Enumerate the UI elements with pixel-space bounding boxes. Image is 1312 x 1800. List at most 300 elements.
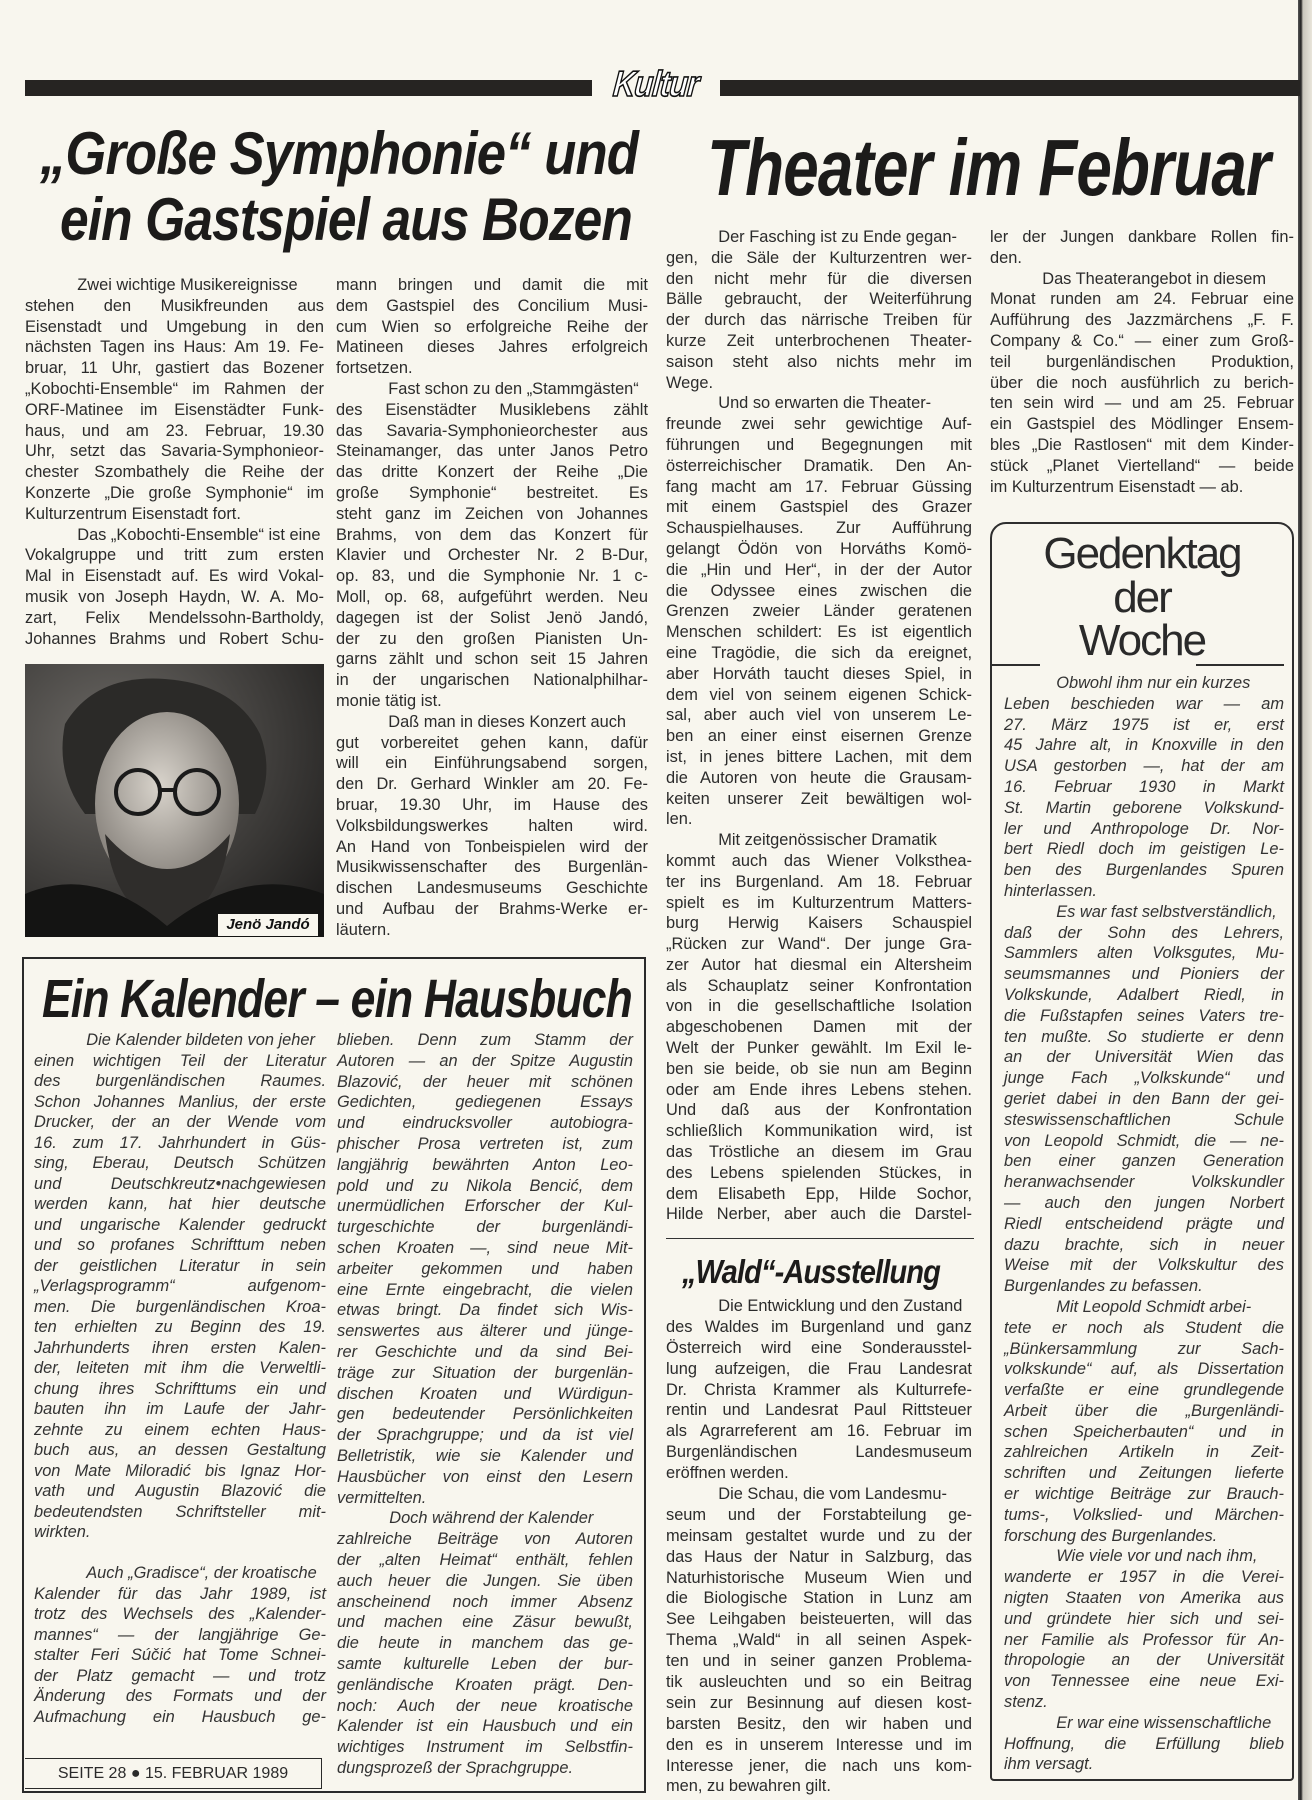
text-line bbox=[34, 1297, 326, 1318]
text-line bbox=[666, 1651, 972, 1672]
text-line-content: Gedichten, gediegenen Essays bbox=[337, 1093, 633, 1112]
text-line bbox=[336, 733, 648, 754]
text-line bbox=[337, 1758, 633, 1779]
text-line bbox=[25, 608, 324, 629]
article-theater-column-2 bbox=[990, 227, 1294, 497]
text-line bbox=[336, 441, 648, 462]
text-line-content: die heute in manchem das ge- bbox=[337, 1634, 633, 1653]
text-line bbox=[337, 1113, 633, 1134]
text-line-content: dem Gastspiel des Concilium Musi- bbox=[336, 296, 648, 315]
text-line bbox=[990, 310, 1294, 331]
text-line bbox=[336, 379, 648, 400]
text-line-content: des Lebens spielenden Stückes, in bbox=[666, 1163, 972, 1182]
text-line bbox=[337, 1134, 633, 1155]
text-line-content: österreichischer Dramatik. Den An- bbox=[666, 456, 972, 475]
text-line bbox=[666, 1380, 972, 1401]
text-line bbox=[336, 296, 648, 317]
text-line-content: Die Schau, die vom Landesmu- bbox=[718, 1485, 948, 1504]
text-line-content: Leben beschieden war — am bbox=[1004, 694, 1284, 713]
text-line bbox=[336, 816, 648, 837]
text-line-content: zer Autor hat diesmal ein Altersheim bbox=[666, 955, 972, 974]
text-line-content: wirkten. bbox=[34, 1523, 91, 1541]
text-line-content: führungen und Begegnungen mit bbox=[666, 435, 972, 454]
text-line-content: und machen eine Zäsur bewußt, bbox=[337, 1613, 633, 1632]
text-line bbox=[1004, 902, 1284, 923]
text-line bbox=[336, 712, 648, 733]
text-line-content: eine Ernte eingebracht, die vielen bbox=[337, 1280, 633, 1299]
article-symphonie-column-2 bbox=[336, 275, 648, 941]
text-line-content: rentin und Landesrat Paul Rittsteuer bbox=[666, 1401, 972, 1420]
text-line bbox=[336, 608, 648, 629]
text-line-content: Zwei wichtige Musikereignisse bbox=[77, 276, 298, 294]
text-line-content: pold und zu Nikola Bencić, dem bbox=[337, 1176, 633, 1195]
text-line bbox=[666, 248, 972, 269]
text-line-content: daß der Sohn des Lehrers, bbox=[1004, 923, 1284, 942]
text-line bbox=[34, 1604, 326, 1625]
text-line-content: kurze Zeit unterbrochenen Theater- bbox=[666, 331, 972, 350]
text-line bbox=[337, 1654, 633, 1675]
text-line bbox=[1004, 1255, 1284, 1276]
text-line bbox=[337, 1404, 633, 1425]
gedenktag-rule-right bbox=[1196, 664, 1284, 666]
gedenktag-title-line1: Gedenktag bbox=[1043, 529, 1241, 578]
text-line bbox=[666, 726, 972, 747]
text-line-content: Hausbücher von einst den Lesern bbox=[337, 1467, 633, 1486]
text-line-content: turgeschichte der burgenländi- bbox=[337, 1218, 633, 1237]
text-line bbox=[1004, 860, 1284, 881]
text-line-content: garns zählt und schon seit 15 Jahren bbox=[336, 650, 648, 669]
text-line bbox=[337, 1446, 633, 1467]
text-line-content: schriften und Zeitungen lieferte bbox=[1004, 1464, 1284, 1483]
text-line bbox=[666, 269, 972, 290]
text-line-content: den Dr. Gerhard Winkler am 20. Fe- bbox=[336, 775, 648, 794]
text-line bbox=[336, 504, 648, 525]
text-line bbox=[666, 1204, 972, 1225]
column-divider bbox=[666, 1238, 974, 1239]
section-logo-text: Kultur bbox=[611, 63, 701, 104]
text-line-content: mann bringen und damit die mit bbox=[336, 276, 648, 294]
text-line bbox=[337, 1072, 633, 1093]
text-line-content: von Mate Miloradić bis Ignaz Hor- bbox=[34, 1461, 326, 1480]
text-line-content: seumsmannes und Pioniers der bbox=[1004, 965, 1284, 984]
text-line-content: und eindrucksvoller autobiogra- bbox=[337, 1114, 633, 1133]
text-line-content: teil burgenländischen Produktion, bbox=[990, 352, 1294, 371]
text-line-content: Welt der Punker gewählt. Im Exil le- bbox=[666, 1039, 972, 1058]
text-line-content: Fast schon zu den „Stammgästen“ bbox=[388, 379, 639, 398]
text-line-content: bert Riedl doch im geistigen Le- bbox=[1004, 840, 1284, 859]
text-line-content: Kalender ist ein Hausbuch und ein bbox=[337, 1717, 633, 1736]
text-line-content: den es in unserem Interesse und im bbox=[666, 1735, 972, 1754]
text-line-content: keiten unserer Zeit bewältigen wol- bbox=[666, 789, 972, 808]
text-line bbox=[34, 1071, 326, 1092]
text-line bbox=[34, 1379, 326, 1400]
text-line-content: als Schauplatz seiner Konfrontation bbox=[666, 976, 972, 995]
text-line bbox=[1004, 985, 1284, 1006]
text-line bbox=[25, 275, 324, 296]
text-line bbox=[1004, 1110, 1284, 1131]
text-line-content: Weise mit der Volkskultur des bbox=[1004, 1256, 1284, 1275]
text-line bbox=[34, 1686, 326, 1707]
text-line-content: stenz. bbox=[1004, 1693, 1048, 1712]
page-number: SEITE 28 bbox=[57, 1765, 127, 1782]
headline-symphonie-line1: „Große Symphonie“ und bbox=[40, 120, 638, 187]
text-line bbox=[25, 483, 324, 504]
text-line-content: ben an einer einst eisernen Grenze bbox=[666, 727, 972, 746]
text-line bbox=[336, 545, 648, 566]
text-line-content: den nicht mehr für die diversen bbox=[666, 269, 972, 288]
text-line-content: träge zur Situation der burgenlän- bbox=[337, 1363, 633, 1382]
text-line bbox=[666, 768, 972, 789]
text-line-content: und gründete hier sich und sei- bbox=[1004, 1609, 1284, 1628]
text-line bbox=[666, 497, 972, 518]
text-line bbox=[990, 227, 1294, 248]
text-line bbox=[666, 1421, 972, 1442]
portrait-image bbox=[25, 664, 324, 937]
text-line-content: ORF-Matinee im Eisenstädter Funk- bbox=[25, 400, 324, 419]
text-line-content: einen wichtigen Teil der Literatur bbox=[34, 1051, 326, 1070]
text-line-content: die Autoren von heute die Grausam- bbox=[666, 768, 972, 787]
text-line-content: op. 83, und die Symphonie Nr. 1 c- bbox=[336, 567, 648, 586]
text-line bbox=[34, 1092, 326, 1113]
gedenktag-rule-left bbox=[992, 664, 1040, 666]
text-line bbox=[34, 1215, 326, 1236]
headline-theater: Theater im Februar bbox=[707, 123, 1270, 212]
text-line bbox=[1004, 1276, 1284, 1297]
text-line-content: „Rücken zur Wand“. Der junge Gra- bbox=[666, 935, 972, 954]
text-line-content: wanderte er 1957 in die Verei- bbox=[1004, 1568, 1284, 1587]
text-line-content: — auch den jungen Norbert bbox=[1004, 1193, 1284, 1212]
text-line-content: bruar, 19.30 Uhr, im Hause des bbox=[336, 795, 648, 814]
text-line bbox=[25, 545, 324, 566]
text-line bbox=[666, 456, 972, 477]
text-line bbox=[336, 317, 648, 338]
text-line bbox=[1004, 1422, 1284, 1443]
text-line-content: ner Familie als Professor für An- bbox=[1004, 1630, 1284, 1649]
text-line-content: sing, Eberau, Deutsch Schützen bbox=[34, 1154, 326, 1172]
text-line bbox=[336, 899, 648, 920]
text-line-content: Volksbildungswerkes halten wird. bbox=[336, 816, 648, 835]
text-line-content: ten erhielten zu Beginn des 19. bbox=[34, 1318, 326, 1336]
text-line-content: forschung des Burgenlandes. bbox=[1004, 1526, 1218, 1545]
text-line-content: das dritte Konzert der Reihe „Die bbox=[336, 463, 648, 482]
text-line bbox=[666, 1080, 972, 1101]
text-line bbox=[1004, 1671, 1284, 1692]
text-line bbox=[25, 525, 324, 546]
text-line bbox=[990, 289, 1294, 310]
text-line bbox=[34, 1420, 326, 1441]
text-line-content: Bälle gebraucht, der Weiterführung bbox=[666, 290, 972, 309]
text-line bbox=[666, 789, 972, 810]
text-line-content: tums-, Volkslied- und Märchen- bbox=[1004, 1505, 1284, 1524]
text-line bbox=[1004, 1131, 1284, 1152]
text-line-content: des Waldes im Burgenland und ganz bbox=[666, 1317, 972, 1336]
text-line-content: rer Geschichte und da sind Bei- bbox=[337, 1342, 633, 1361]
text-line bbox=[34, 1440, 326, 1461]
text-line bbox=[666, 1672, 972, 1693]
text-line bbox=[25, 296, 324, 317]
text-line-content: Das Theaterangebot in diesem bbox=[1042, 269, 1267, 288]
text-line bbox=[1004, 1401, 1284, 1422]
text-line bbox=[1004, 673, 1284, 694]
text-line bbox=[337, 1508, 633, 1529]
text-line bbox=[666, 747, 972, 768]
text-line bbox=[666, 893, 972, 914]
text-line-content: senswertes aus älterer und jünge- bbox=[337, 1322, 633, 1341]
text-line bbox=[34, 1625, 326, 1646]
article-wald-column bbox=[666, 1296, 972, 1797]
text-line bbox=[337, 1592, 633, 1613]
text-line bbox=[34, 1174, 326, 1195]
text-line bbox=[25, 379, 324, 400]
text-line-content: kommt auch das Wiener Volksthea- bbox=[666, 851, 972, 870]
text-line bbox=[336, 358, 648, 379]
text-line-content: Jahrhunderts ihren ersten Kalen- bbox=[34, 1338, 326, 1357]
text-line-content: Die Entwicklung und den Zustand bbox=[718, 1297, 963, 1315]
text-line bbox=[1004, 1318, 1284, 1339]
text-line bbox=[337, 1529, 633, 1550]
text-line bbox=[1004, 1484, 1284, 1505]
text-line-content: ben sie beide, ob sie nun am Beginn bbox=[666, 1059, 972, 1078]
text-line bbox=[666, 664, 972, 685]
article-theater-column-1 bbox=[666, 227, 972, 1225]
text-line bbox=[25, 504, 324, 525]
text-line-content: des Eisenstädter Musiklebens zählt bbox=[336, 400, 648, 419]
text-line bbox=[336, 275, 648, 296]
text-line bbox=[337, 1737, 633, 1758]
text-line bbox=[337, 1612, 633, 1633]
text-line-content: Hoffnung, die Erfüllung blieb bbox=[1004, 1734, 1284, 1753]
text-line bbox=[1004, 694, 1284, 715]
text-line-content: USA gestorben —, hat der am bbox=[1004, 757, 1284, 776]
text-line-content: die Biologische Station in Lunz am bbox=[666, 1589, 972, 1608]
text-line bbox=[34, 1522, 326, 1543]
text-line-content: steswissenschaftlichen Schule bbox=[1004, 1110, 1284, 1129]
text-line bbox=[666, 1756, 972, 1777]
text-line-content: tete er noch als Student die bbox=[1004, 1318, 1284, 1337]
text-line bbox=[34, 1194, 326, 1215]
text-line bbox=[1004, 1027, 1284, 1048]
text-line bbox=[666, 1142, 972, 1163]
text-line-content: zehnte zu einem echten Haus- bbox=[34, 1420, 326, 1439]
text-line-content: Klavier und Orchester Nr. 2 B-Dur, bbox=[336, 546, 648, 565]
text-line-content: dazu brachte, sich in neuer bbox=[1004, 1235, 1284, 1254]
text-line-content: barsten Besitz, den wir haben und bbox=[666, 1714, 972, 1733]
text-line-content: Mit zeitgenössischer Dramatik bbox=[718, 831, 938, 850]
text-line-content: auch heuer die Jungen. Sie üben bbox=[337, 1571, 633, 1590]
text-line bbox=[666, 518, 972, 539]
text-line-content: „Verlagsprogramm“ aufgenom- bbox=[34, 1277, 326, 1295]
text-line bbox=[34, 1235, 326, 1256]
text-line bbox=[25, 462, 324, 483]
text-line-content: spielt es im Kulturzentrum Matters- bbox=[666, 893, 972, 912]
text-line bbox=[34, 1502, 326, 1523]
text-line-content: verfaßte er eine grundlegende bbox=[1004, 1381, 1284, 1400]
text-line bbox=[25, 400, 324, 421]
text-line-content: und ungarische Kalender gedruckt bbox=[34, 1215, 326, 1234]
text-line bbox=[666, 1163, 972, 1184]
text-line bbox=[337, 1550, 633, 1571]
text-line-content: Steinamanger, das unter Janos Petro bbox=[336, 442, 648, 461]
text-line-content: Schon Johannes Manlius, der erste bbox=[34, 1092, 326, 1111]
text-line bbox=[1004, 1442, 1284, 1463]
text-line bbox=[666, 872, 972, 893]
text-line-content: vermittelten. bbox=[337, 1488, 427, 1507]
text-line-content: nächsten Tagen ins Haus: Am 19. Fe- bbox=[25, 338, 324, 357]
text-line bbox=[1004, 798, 1284, 819]
text-line-content: Menschen schildert: Es ist eigentlich bbox=[666, 623, 972, 642]
text-line-content: Das „Kobochti-Ensemble“ ist eine bbox=[77, 525, 321, 544]
text-line bbox=[666, 414, 972, 435]
text-line bbox=[337, 1425, 633, 1446]
text-line bbox=[666, 705, 972, 726]
text-line-content: tik ausleuchten und so ein Beitrag bbox=[666, 1673, 972, 1692]
text-line-content: Kalender für das Jahr 1989, ist bbox=[34, 1584, 326, 1603]
text-line bbox=[666, 955, 972, 976]
text-line bbox=[666, 1568, 972, 1589]
text-line bbox=[990, 477, 1294, 498]
text-line bbox=[25, 317, 324, 338]
text-line-content: Burgenländischen Landesmuseum bbox=[666, 1443, 972, 1462]
text-line-content: ter ins Burgenland. Am 18. Februar bbox=[666, 872, 972, 891]
text-line bbox=[1004, 1089, 1284, 1110]
text-line bbox=[666, 809, 972, 830]
text-line-content: Arbeit über die „Burgenländi- bbox=[1004, 1401, 1284, 1420]
text-line bbox=[666, 601, 972, 622]
text-line-content: Belletristik, wie sie Kalender und bbox=[337, 1446, 633, 1465]
text-line bbox=[666, 393, 972, 414]
text-line bbox=[1004, 1068, 1284, 1089]
text-line-content: cum Wien so erfolgreiche Reihe der bbox=[336, 317, 648, 336]
text-line-content: Naturhistorische Museum Wien und bbox=[666, 1568, 972, 1587]
text-line-content: Monat runden am 24. Februar eine bbox=[990, 290, 1294, 309]
text-line bbox=[666, 1317, 972, 1338]
text-line bbox=[666, 1184, 972, 1205]
text-line bbox=[34, 1051, 326, 1072]
text-line bbox=[1004, 1609, 1284, 1630]
text-line bbox=[666, 1630, 972, 1651]
issue-date: 15. FEBRUAR 1989 bbox=[144, 1765, 289, 1782]
text-line bbox=[337, 1716, 633, 1737]
text-line-content: men, zu bewahren gilt. bbox=[666, 1777, 831, 1796]
text-line-content: stück „Planet Viertelland“ — beide bbox=[990, 456, 1294, 475]
text-line-content: gut vorbereitet gehen kann, dafür bbox=[336, 733, 648, 752]
text-line bbox=[336, 587, 648, 608]
text-line-content: dem Elisabeth Epp, Hilde Sochor, bbox=[666, 1184, 972, 1203]
text-line-content: Moll, op. 68, aufgeführt werden. Neu bbox=[336, 587, 648, 606]
text-line-content: die Odyssee eines zwischen die bbox=[666, 581, 972, 600]
text-line bbox=[1004, 1339, 1284, 1360]
text-line bbox=[337, 1363, 633, 1384]
text-line-content: genländische Kroaten prägt. Den- bbox=[337, 1675, 633, 1694]
text-line bbox=[666, 1526, 972, 1547]
text-line-content: von Tennessee eine neue Exi- bbox=[1004, 1672, 1284, 1691]
gedenktag-text bbox=[1004, 673, 1284, 1775]
text-line bbox=[666, 373, 972, 394]
text-line bbox=[666, 1121, 972, 1142]
text-line-content: blieben. Denn zum Stamm der bbox=[337, 1031, 633, 1049]
text-line bbox=[337, 1321, 633, 1342]
text-line bbox=[34, 1584, 326, 1605]
text-line-content: hinterlassen. bbox=[1004, 881, 1097, 900]
text-line-content: der Platz gemacht — und trotz bbox=[34, 1666, 326, 1685]
text-line bbox=[34, 1481, 326, 1502]
text-line bbox=[336, 400, 648, 421]
text-line bbox=[990, 414, 1294, 435]
headline-kalender: Ein Kalender – ein Hausbuch bbox=[42, 969, 632, 1029]
text-line-content: Mal in Eisenstadt auf. Es wird Vokal- bbox=[25, 567, 324, 586]
text-line bbox=[1004, 735, 1284, 756]
text-line bbox=[1004, 1692, 1284, 1713]
text-line-content: als Agrarreferent am 16. Februar im bbox=[666, 1422, 972, 1441]
text-line-content: vath und Augustin Blazović die bbox=[34, 1482, 326, 1500]
text-line bbox=[337, 1051, 633, 1072]
text-line bbox=[336, 525, 648, 546]
text-line bbox=[666, 1609, 972, 1630]
text-line-content: See Leihgaben beisteuerten, will das bbox=[666, 1610, 972, 1629]
text-line bbox=[666, 976, 972, 997]
text-line-content: schließlich Kommunikation wird, ist bbox=[666, 1122, 972, 1141]
text-line bbox=[336, 649, 648, 670]
text-line-content: burg Herwig Kaisers Schauspiel bbox=[666, 914, 972, 933]
text-line-content: stehen den Musikfreunden aus bbox=[25, 296, 324, 315]
text-line bbox=[990, 373, 1294, 394]
text-line bbox=[666, 1100, 972, 1121]
text-line bbox=[336, 483, 648, 504]
text-line bbox=[990, 393, 1294, 414]
text-line bbox=[1004, 1754, 1284, 1775]
text-line-content: saison steht also nichts mehr im bbox=[666, 352, 972, 371]
text-line-content: der durch das närrische Treiben für bbox=[666, 311, 972, 330]
text-line bbox=[990, 456, 1294, 477]
text-line bbox=[1004, 1505, 1284, 1526]
text-line bbox=[34, 1317, 326, 1338]
text-line-content: bedeutendsten Schriftsteller mit- bbox=[34, 1502, 326, 1521]
text-line-content: ihm versagt. bbox=[1004, 1755, 1094, 1774]
text-line-content: An Hand von Tonbeispielen wird der bbox=[336, 837, 648, 856]
text-line-content: langjährig bewährten Anton Leo- bbox=[337, 1155, 633, 1174]
text-line bbox=[1004, 1630, 1284, 1651]
text-line-content: gelangt Ödön von Horváths Komö- bbox=[666, 539, 972, 558]
text-line-content: Der Fasching ist zu Ende gegan- bbox=[718, 228, 958, 246]
text-line bbox=[34, 1563, 326, 1584]
text-line-content: Konzerte „Die große Symphonie“ im bbox=[25, 483, 324, 502]
text-line bbox=[337, 1696, 633, 1717]
text-line bbox=[1004, 1650, 1284, 1671]
text-line-content: das Haus der Natur in Salzburg, das bbox=[666, 1547, 972, 1566]
text-line-content: der „alten Heimat“ enthält, fehlen bbox=[337, 1550, 633, 1569]
text-line-content: monie tätig ist. bbox=[336, 691, 442, 710]
text-line-content: musik von Joseph Haydn, W. A. Mo- bbox=[25, 587, 324, 606]
text-line bbox=[25, 358, 324, 379]
text-line-content: er wichtige Beiträge zur Brauch- bbox=[1004, 1485, 1284, 1504]
text-line-content: arbeiter gekommen und haben bbox=[337, 1259, 633, 1278]
text-line bbox=[25, 629, 324, 650]
photo-caption: Jenö Jandó bbox=[218, 914, 318, 936]
text-line bbox=[666, 1505, 972, 1526]
text-line bbox=[666, 539, 972, 560]
text-line-content: bruar, 11 Uhr, gastiert das Bozener bbox=[25, 359, 324, 378]
text-line bbox=[666, 1059, 972, 1080]
text-line-content: des burgenländischen Raumes. bbox=[34, 1072, 326, 1090]
text-line bbox=[336, 837, 648, 858]
text-line-content: der zu den großen Pianisten Un- bbox=[336, 629, 648, 648]
section-logo-kultur bbox=[592, 64, 720, 104]
text-line bbox=[1004, 1047, 1284, 1068]
text-line-content: buch aus, an dessen Gestaltung bbox=[34, 1441, 326, 1459]
text-line bbox=[666, 1442, 972, 1463]
text-line bbox=[990, 435, 1294, 456]
text-line bbox=[336, 629, 648, 650]
